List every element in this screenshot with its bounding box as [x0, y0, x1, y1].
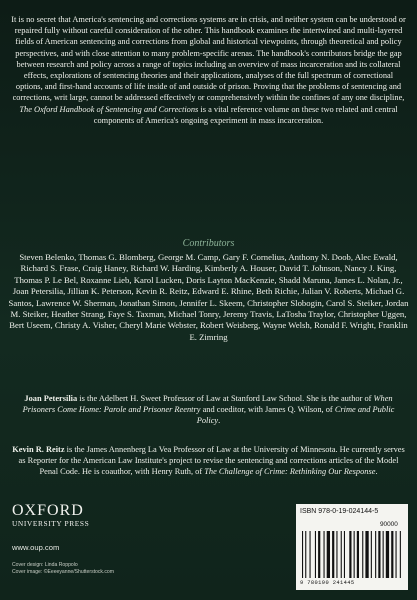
contributors-heading: Contributors — [182, 238, 235, 249]
bio-text: is the James Annenberg La Vea Professor of Law at the University of Minnesota. He currently serves as Reporter for the American Law Institute's project to revise the sentencing and corrections articles of the Model Penal Code. He is coauthor, with Henry Ruth, of — [18, 445, 405, 477]
price-code: 90000 — [380, 521, 398, 528]
description-text-2: is a vital reference volume on these two related and central components of America's ongoing experiment in mass incarceration. — [93, 104, 398, 125]
cover-image-credit: Cover image: ©Eeeeyanne/Shutterstock.com — [12, 569, 114, 575]
editor-bio-petersilia — [10, 393, 407, 427]
bio-book-title: When Prisoners Come Home: Parole and Prisoner Reentry — [22, 394, 393, 415]
bio-book-title: Crime and Public Policy — [196, 405, 395, 426]
barcode-panel — [296, 504, 408, 590]
logo-wordmark: OXFORD — [12, 502, 84, 519]
bio-text: . — [375, 467, 378, 477]
cover-credits — [12, 562, 114, 576]
bio-book-title: The Challenge of Crime: Rethinking Our Response — [204, 467, 376, 477]
book-title: The Oxford Handbook of Sentencing and Corrections — [19, 104, 199, 114]
bio-text: . — [218, 416, 221, 426]
barcode-icon — [302, 531, 402, 579]
editor-bio-reitz — [10, 444, 407, 478]
editor-name: Joan Petersilia — [24, 394, 78, 403]
barcode-digits: 9 780190 241445 — [300, 580, 355, 586]
description-paragraph — [10, 14, 407, 126]
contributors-list: Steven Belenko, Thomas G. Blomberg, George M. Camp, Gary F. Cornelius, Anthony N. Doob, Alec Ewald, Richard S. Frase, Craig Haney, Richard W. Harding, Kimberly A. Houser, David T. Johnson, Nancy J. King, Thomas P. Le Bel, Roxanne Lieb, Karol Lucken, Doris Layton MacKenzie, Shadd Maruna, James L. Nolan, Jr., Joan Petersilia, Jillian K. Peterson, Kevin R. Reitz, Edward E. Rhine, Beth Richie, Julian V. Roberts, Michael G. Santos, Lawrence W. Sherman, Jonathan Simon, Jennifer L. Skeem, Christopher Slobogin, Carol S. Steiker, Jordan M. Steiker, Heather Strang, Faye S. Taxman, Michael Tonry, Jeremy Travis, LaTosha Traylor, Christopher Uggen, Bert Useem, Christy A. Visher, Cheryl Marie Webster, Robert Weisberg, Wayne Welsh, Ronald F. Wright, Franklin E. Zimring — [8, 252, 409, 342]
publisher-url: www.oup.com — [12, 543, 60, 552]
editor-name: Kevin R. Reitz — [12, 445, 65, 454]
bio-text: is the Adelbert H. Sweet Professor of Law at Stanford Law School. She is the author of — [77, 394, 374, 403]
cover-design-credit: Cover design: Linda Roppolo — [12, 562, 78, 568]
isbn-label: ISBN 978-0-19-024144-5 — [300, 508, 379, 515]
logo-subtitle: UNIVERSITY PRESS — [12, 519, 90, 528]
oxford-logo — [12, 503, 112, 528]
description-text-1: It is no secret that America's sentencing and corrections systems are in crisis, and neither system can be understood or repaired fully without careful consideration of the other. This handbook examines the intertwined and multi-layered fields of American sentencing and corrections from global and historical viewpoints, through theoretical and policy perspectives, and with close attention to many problem-specific arenas. The handbook's contributors bridge the gap between research and policy across a range of topics including an overview of mass incarceration and its collateral effects, explorations of sentencing theories and their applications, analyses of the full spectrum of correctional options, and first-hand accounts of life inside of and outside of prison. Proving that the problems of sentencing and corrections, writ large, cannot be addressed effectively or comprehensively within the confines of any one discipline, — [11, 15, 406, 103]
bio-text: and coeditor, with James Q. Wilson, of — [200, 405, 335, 415]
